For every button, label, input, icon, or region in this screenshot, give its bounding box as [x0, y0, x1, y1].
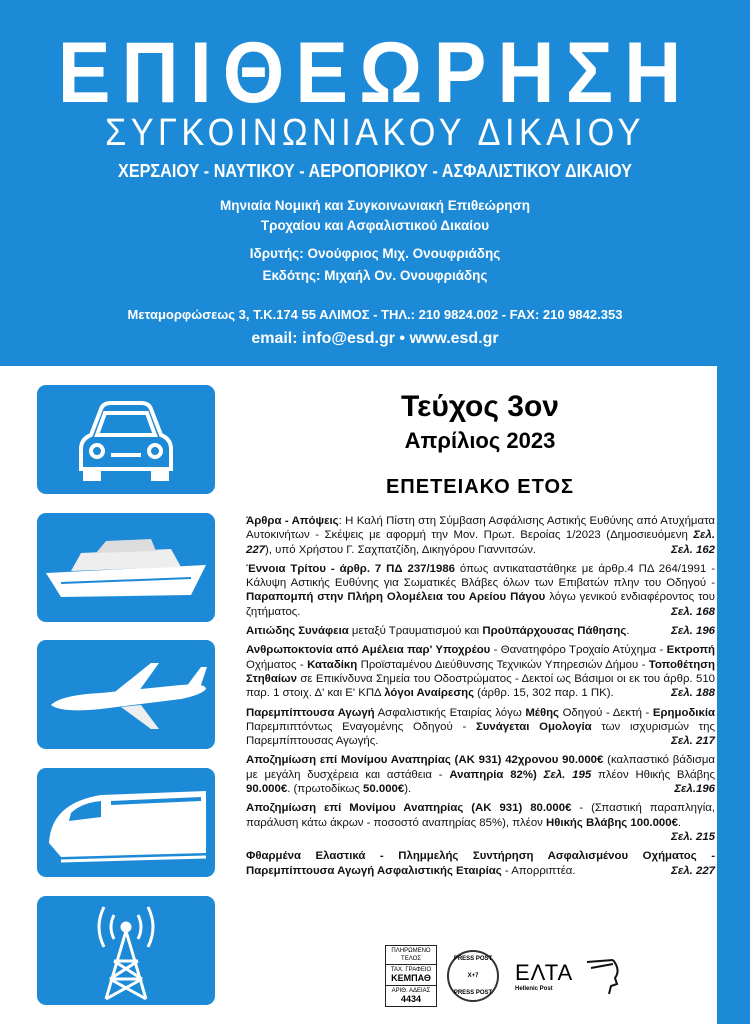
article-text: Μέθης: [525, 706, 559, 719]
page-reference: Σελ. 196: [671, 625, 715, 638]
permit-number: 4434: [400, 994, 422, 1004]
article-text: [537, 769, 544, 781]
car-icon: [37, 385, 215, 494]
article-text: Καταδίκη: [307, 658, 358, 671]
article-text: όπως αντικαταστάθηκε με άρθρ.4 ΠΔ 264/1991 - Κάλυψη Αστικής Ευθύνης για Σωματικές Βλάβες όλων των Επιβατών πλην του Οδηγού -: [246, 562, 715, 590]
postal-stamps: [385, 945, 623, 1007]
hermes-head-icon: [583, 956, 623, 996]
cruise-ship-icon: [37, 513, 215, 622]
article-text: σε Επικίνδυνα Σημεία του Οδοστρώματος - Δεκτοί ως Βάσιμοι οι εκ του άρθρ. 510 παρ. 1 στοιχ. Δ' και Ε' ΚΠΔ: [246, 672, 715, 700]
article-entry: [246, 624, 715, 638]
article-text: πλέον Ηθικής Βλάβης: [591, 768, 715, 781]
page-reference: Σελ.196: [674, 783, 715, 796]
publisher: Εκδότης: Μιχαήλ Ον. Ονουφριάδης: [262, 268, 488, 283]
article-text: ), υπό Χρήστου Γ. Σαχπατζίδη, Δικηγόρου Γιαννιτσών.: [265, 543, 537, 556]
article-text: 50.000€: [363, 783, 405, 796]
article-text: Παρεμπίπτουσα Αγωγή: [246, 706, 375, 719]
article-text: Ερημοδικία: [652, 706, 715, 719]
article-text: Ανθρωποκτονία από Αμέλεια παρ' Υποχρέου: [246, 644, 491, 657]
article-text: (καλπαστικό βάδισμα με μεγάλη δυσχέρεια και αστάθεια -: [246, 754, 715, 781]
permit-number-label: ΑΡΙΘ. ΑΔΕΙΑΣ: [391, 988, 431, 994]
article-text: 90.000€: [246, 783, 288, 796]
article-text: λόγω γενικού ενδιαφέροντος του ζητήματος.: [246, 591, 715, 618]
magazine-title: ΕΠΙΘΕΩΡΗΣΗ: [57, 25, 693, 121]
article-text: . (πρωτοδίκως: [287, 783, 364, 796]
post-office-label: ΤΑΧ. ΓΡΑΦΕΙΟ: [390, 967, 432, 973]
article-text: Ασφαλιστικής Εταιρίας λόγω: [374, 706, 526, 719]
article-text: - Θανατηφόρο Τροχαίο Ατύχημα -: [490, 644, 667, 657]
article-entry: [246, 801, 715, 844]
article-text: μεταξύ Τραυματισμού και: [348, 625, 483, 638]
description-line-2: Τροχαίου και Ασφαλιστικού Δικαίου: [260, 218, 490, 233]
page-reference: Σελ. 227: [671, 864, 715, 877]
article-text: Άρθρα - Απόψεις: [246, 515, 339, 527]
description-line-1: Μηνιαία Νομική και Συγκοινωνιακή Επιθεώρηση: [219, 198, 531, 213]
article-text: Αναπηρία 82%): [449, 768, 537, 781]
article-text: - (Σπαστική παραπληγία, παράλυση κάτω άκρων - ποσοστό αναπηρίας 85%), πλέον: [246, 802, 715, 829]
article-text: Προϋπάρχουσας Πάθησης: [482, 625, 627, 638]
article-text: Σελ. 195: [543, 768, 592, 781]
article-text: Προϊσταμένου Διεύθυνσης Τεχνικών Υπηρεσιών Δήμου -: [357, 658, 649, 671]
side-strip: [717, 366, 750, 1024]
postage-paid-box: [385, 945, 437, 1007]
article-text: Φθαρμένα Ελαστικά - Πλημμελής Συντήρηση Ασφαλισμένου Οχήματος - Παρεμπίπτουσα Αγωγή Ασφαλιστικής Εταιρίας: [246, 850, 715, 877]
table-of-contents: [246, 514, 715, 883]
article-text: Αιτιώδης Συνάφεια: [246, 625, 349, 638]
antenna-tower-icon: [37, 896, 215, 1005]
magazine-subtitle: ΣΥΓΚΟΙΝΩΝΙΑΚΟΥ ΔΙΚΑΙΟΥ: [105, 112, 645, 154]
article-text: Παρεμπιπτόντως Εναγομένης Οδηγού -: [246, 720, 476, 733]
contact: email: info@esd.gr • www.esd.gr: [251, 330, 499, 347]
article-entry: [246, 562, 715, 619]
masthead: [0, 0, 750, 366]
article-text: Αποζημίωση επί Μονίμου Αναπηρίας (ΑΚ 931) 80.000€: [246, 802, 572, 815]
article-text: Έννοια Τρίτου - άρθρ. 7 ΠΔ 237/1986: [246, 562, 456, 575]
article-text: - Απορριπτέα.: [501, 864, 576, 877]
article-text: : Η Καλή Πίστη στη Σύμβαση Ασφάλισης Αστικής Ευθύνης από Ατυχήματα Αυτοκινήτων - Σκέψεις με αφορμή την Μον. Πρωτ. Βεροίας 1/2023 (Δημοσιευόμενη: [246, 515, 715, 542]
page-reference: Σελ. 162: [671, 543, 715, 556]
article-text: Σελ. 227: [246, 529, 715, 556]
press-code: X+7: [467, 973, 479, 979]
article-entry: [246, 849, 715, 878]
article-text: των ισχυρισμών της Παρεμπίπτουσας Αγωγής.: [246, 720, 715, 748]
article-entry: [246, 643, 715, 700]
issue-number: Τεύχος 3ον: [401, 390, 559, 423]
article-text: .: [626, 625, 630, 638]
elta-wordmark: ΕΛΤΑ: [515, 960, 574, 985]
anniversary-year: ΕΠΕΤΕΙΑΚΟ ΕΤΟΣ: [385, 476, 575, 498]
article-text: Εκτροπή: [666, 644, 715, 657]
elta-subtitle: Hellenic Post: [515, 986, 553, 992]
article-entry: [246, 514, 715, 557]
elta-logo: [515, 960, 573, 992]
page-reference: Σελ. 215: [671, 830, 715, 843]
page-reference: Σελ. 168: [671, 605, 715, 618]
post-office: ΚΕΜΠΑΘ: [391, 973, 431, 983]
article-text: (άρθρ. 15, 302 παρ. 1 ΠΚ).: [474, 687, 614, 700]
train-icon: [37, 768, 215, 877]
article-text: Οχήματος -: [246, 658, 308, 671]
article-text: .: [677, 816, 682, 829]
page-reference: Σελ. 188: [671, 687, 715, 700]
article-text: Ηθικής Βλάβης 100.000€: [546, 816, 678, 829]
article-entry: [246, 753, 715, 796]
founder: Ιδρυτής: Ονούφριος Μιχ. Ονουφριάδης: [249, 246, 501, 261]
article-text: Αποζημίωση επί Μονίμου Αναπηρίας (ΑΚ 931) 42χρονου 90.000€: [246, 754, 604, 767]
press-post-bottom: PRESS POST: [453, 990, 493, 996]
law-fields: ΧΕΡΣΑΙΟΥ - ΝΑΥΤΙΚΟΥ - ΑΕΡΟΠΟΡΙΚΟΥ - ΑΣΦΑΛΙΣΤΙΚΟΥ ΔΙΚΑΙΟΥ: [118, 161, 632, 181]
permit-label: ΠΛΗΡΩΜΕΝΟ ΤΕΛΟΣ: [386, 946, 436, 965]
article-text: Οδηγού - Δεκτή -: [558, 706, 653, 719]
issue-date: Απρίλιος 2023: [404, 428, 556, 453]
airplane-icon: [37, 640, 215, 749]
article-text: Συνάγεται Ομολογία: [475, 720, 592, 733]
page-reference: Σελ. 217: [671, 735, 715, 748]
article-text: Τοποθέτηση Στηθαίων: [246, 658, 715, 685]
article-text: λόγοι Αναίρεσης: [384, 687, 474, 700]
press-post-stamp: [447, 950, 499, 1002]
article-text: ).: [404, 783, 412, 796]
press-post-top: PRESS POST: [453, 956, 493, 962]
article-text: Παραπομπή στην Πλήρη Ολομέλεια του Αρείου Πάγου: [246, 591, 546, 604]
address: Μεταμορφώσεως 3, Τ.Κ.174 55 ΑΛΙΜΟΣ - ΤΗΛ.: 210 9824.002 - FAX: 210 9842.353: [127, 307, 623, 322]
article-entry: [246, 706, 715, 749]
